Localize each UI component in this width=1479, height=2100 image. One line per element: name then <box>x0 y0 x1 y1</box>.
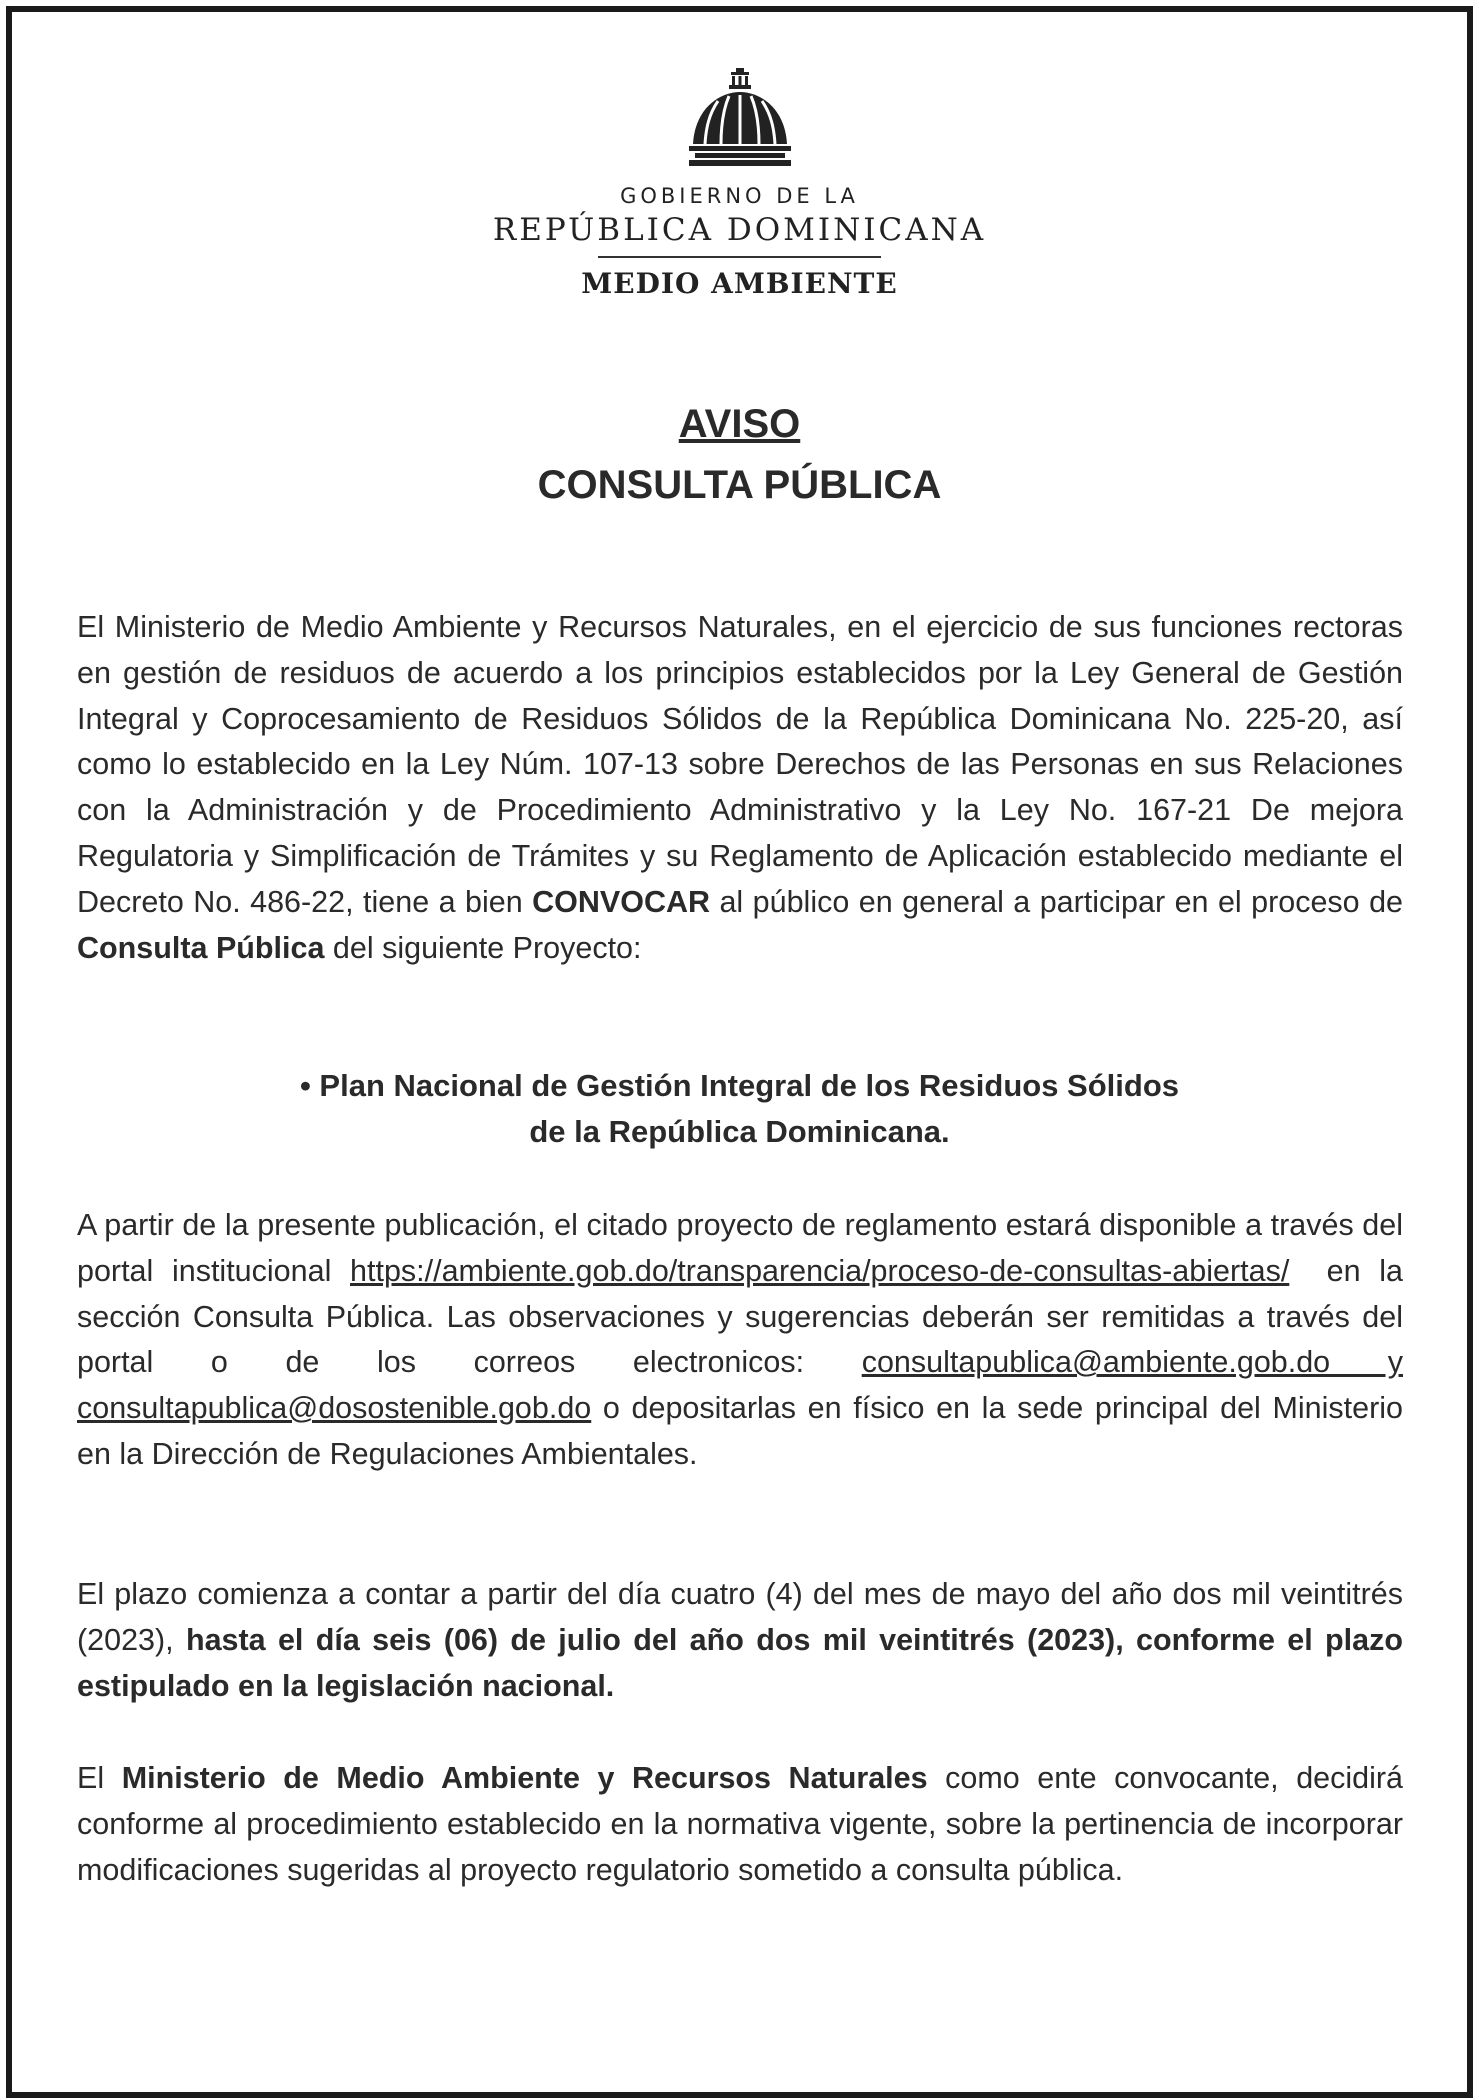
logo-line-small: GOBIERNO DE LA <box>620 184 859 208</box>
logo-divider <box>598 256 881 258</box>
intro-bold-convocar: CONVOCAR <box>532 884 711 919</box>
closing-text-2: como ente convocante, decidirá conforme al procedimiento establecido en la normativa vigente, sobre la pertinencia de incorporar modificaciones sugeridas al proyecto regulatorio sometido a consulta pública. <box>77 1761 1404 1887</box>
project-line-1: • Plan Nacional de Gestión Integral de los Residuos Sólidos <box>299 1068 1180 1103</box>
availability-text-3: o depositarlas en físico en la sede principal del Ministerio en la Dirección de Regulaciones Ambientales. <box>77 1391 1403 1471</box>
notice-subtitle: CONSULTA PÚBLICA <box>537 463 942 507</box>
government-logo <box>0 68 1479 300</box>
logo-ministry-name: MEDIO AMBIENTE <box>581 267 898 300</box>
logo-line-country: REPÚBLICA DOMINICANA <box>492 212 987 248</box>
portal-link[interactable]: https://ambiente.gob.do/transparencia/proceso-de-consultas-abiertas/ <box>350 1253 1290 1288</box>
availability-text-2: en la sección Consulta Pública. Las observaciones y sugerencias deberán ser remitidas a través del portal o de los correos electronicos: <box>77 1253 1412 1380</box>
project-title <box>0 1063 1479 1155</box>
intro-text-2: al público en general a participar en el proceso de <box>710 884 1403 919</box>
email-links[interactable]: consultapublica@ambiente.gob.do y consultapublica@dosostenible.gob.do <box>77 1345 1404 1426</box>
availability-text: A partir de la presente publicación, el citado proyecto de reglamento estará disponible a través del portal institucional <box>77 1208 1403 1288</box>
notice-title: AVISO <box>678 402 801 446</box>
closing-bold-ministry: Ministerio de Medio Ambiente y Recursos Naturales <box>121 1761 928 1795</box>
intro-paragraph <box>77 605 1403 971</box>
capitol-dome-icon <box>685 68 795 176</box>
deadline-bold: hasta el día seis (06) de julio del año dos mil veintitrés (2023), conforme el plazo estipulado en la legislación nacional. <box>77 1622 1403 1703</box>
intro-text-3: del siguiente Proyecto: <box>324 930 642 965</box>
deadline-text: El plazo comienza a contar a partir del día cuatro (4) del mes de mayo del año dos mil veintitrés (2023), <box>77 1577 1403 1657</box>
project-line-2: de la República Dominicana. <box>529 1114 950 1149</box>
closing-text: El <box>77 1761 122 1795</box>
deadline-paragraph <box>77 1572 1403 1709</box>
intro-text: El Ministerio de Medio Ambiente y Recursos Naturales, en el ejercicio de sus funciones rectoras en gestión de residuos de acuerdo a los principios establecidos por la Ley General de Gestión Integral y Coprocesamiento de Residuos Sólidos de la República Dominicana No. 225-20, así como lo establecido en la Ley Núm. 107-13 sobre Derechos de las Personas en sus Relaciones con la Administración y de Procedimiento Administrativo y la Ley No. 167-21 De mejora Regulatoria y Simplificación de Trámites y su Reglamento de Aplicación establecido mediante el Decreto No. 486-22, tiene a bien <box>77 610 1403 919</box>
availability-paragraph <box>77 1203 1412 1478</box>
intro-bold-consulta: Consulta Pública <box>77 930 325 965</box>
closing-paragraph <box>77 1756 1403 1893</box>
